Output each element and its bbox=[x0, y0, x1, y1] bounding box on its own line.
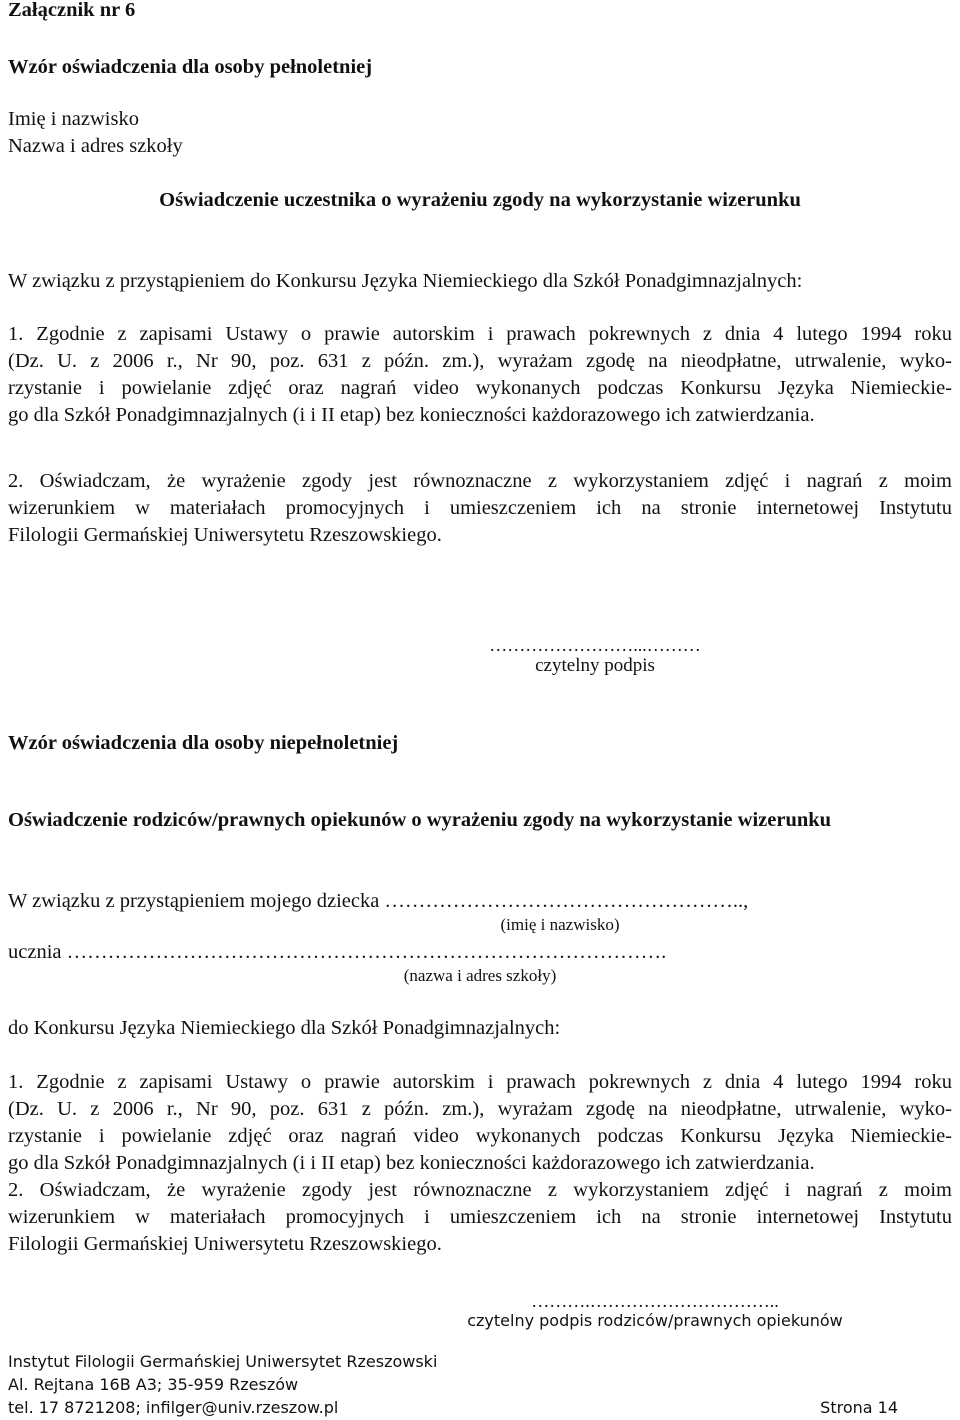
adult-point-2-line: wizerunkiem w materiałach promocyjnych i umieszczeniem ich na stronie internetowej Instytutu bbox=[8, 497, 952, 519]
minor-point-1-line: (Dz. U. z 2006 r., Nr 90, poz. 631 z późn. zm.), wyrażam zgodę na nieodpłatne, utrwalenie, wyko- bbox=[8, 1098, 952, 1120]
pupil-line: ucznia ……………………………………………………………………………. bbox=[8, 941, 667, 963]
page-number: Strona 14 bbox=[820, 1398, 898, 1417]
minor-point-2 bbox=[8, 1177, 952, 1258]
adult-statement-title: Oświadczenie uczestnika o wyrażeniu zgody na wykorzystanie wizerunku bbox=[159, 189, 801, 211]
minor-point-1-line: 1. Zgodnie z zapisami Ustawy o prawie autorskim i prawach pokrewnych z dnia 4 lutego 1994 roku bbox=[8, 1071, 952, 1093]
adult-intro: W związku z przystąpieniem do Konkursu Języka Niemieckiego dla Szkół Ponadgimnazjalnych: bbox=[8, 270, 803, 292]
footer-contact: tel. 17 8721208; infilger@univ.rzeszow.pl bbox=[8, 1398, 339, 1417]
minor-signature-label: czytelny podpis rodziców/prawnych opiekunów bbox=[467, 1311, 843, 1330]
child-line: W związku z przystąpieniem mojego dziecka …………………………………………….., bbox=[8, 890, 749, 912]
minor-point-1-line: go dla Szkół Ponadgimnazjalnych (i i II etap) bez konieczności każdorazowego ich zatwierdzania. bbox=[8, 1152, 815, 1174]
adult-point-1-line: go dla Szkół Ponadgimnazjalnych (i i II etap) bez konieczności każdorazowego ich zatwierdzania. bbox=[8, 404, 815, 426]
adult-point-2-line: 2. Oświadczam, że wyrażenie zgody jest równoznaczne z wykorzystaniem zdjęć i nagrań z moim bbox=[8, 470, 952, 492]
minor-statement-title: Oświadczenie rodziców/prawnych opiekunów o wyrażeniu zgody na wykorzystanie wizerunku bbox=[8, 809, 832, 831]
adult-point-1 bbox=[8, 321, 952, 429]
adult-point-2-line: Filologii Germańskiej Uniwersytetu Rzeszowskiego. bbox=[8, 524, 442, 546]
name-label: Imię i nazwisko bbox=[8, 108, 139, 130]
annex-title: Załącznik nr 6 bbox=[8, 0, 136, 21]
contest-line: do Konkursu Języka Niemieckiego dla Szkół Ponadgimnazjalnych: bbox=[8, 1017, 561, 1039]
minor-heading: Wzór oświadczenia dla osoby niepełnoletniej bbox=[8, 732, 399, 754]
adult-point-1-line: rzystanie i powielanie zdjęć oraz nagrań video wykonanych podczas Konkursu Języka Niemieckie- bbox=[8, 377, 952, 399]
adult-signature-line: ……………………...……… bbox=[489, 635, 701, 655]
minor-point-1-line: rzystanie i powielanie zdjęć oraz nagrań video wykonanych podczas Konkursu Języka Niemieckie- bbox=[8, 1125, 952, 1147]
adult-signature-label: czytelny podpis bbox=[535, 655, 655, 676]
adult-point-1-line: 1. Zgodnie z zapisami Ustawy o prawie autorskim i prawach pokrewnych z dnia 4 lutego 1994 roku bbox=[8, 323, 952, 345]
adult-heading: Wzór oświadczenia dla osoby pełnoletniej bbox=[8, 56, 373, 78]
footer-address: Al. Rejtana 16B A3; 35-959 Rzeszów bbox=[8, 1375, 299, 1394]
pupil-caption: (nazwa i adres szkoły) bbox=[403, 966, 557, 985]
minor-point-2-line: wizerunkiem w materiałach promocyjnych i umieszczeniem ich na stronie internetowej Instytutu bbox=[8, 1206, 952, 1228]
school-label: Nazwa i adres szkoły bbox=[8, 135, 183, 157]
adult-point-1-line: (Dz. U. z 2006 r., Nr 90, poz. 631 z późn. zm.), wyrażam zgodę na nieodpłatne, utrwalenie, wyko- bbox=[8, 350, 952, 372]
adult-point-2 bbox=[8, 468, 952, 549]
child-caption: (imię i nazwisko) bbox=[500, 915, 620, 934]
minor-point-1 bbox=[8, 1069, 952, 1177]
minor-signature-line: ……….………………………….. bbox=[531, 1291, 779, 1311]
minor-point-2-line: Filologii Germańskiej Uniwersytetu Rzeszowskiego. bbox=[8, 1233, 442, 1255]
minor-point-2-line: 2. Oświadczam, że wyrażenie zgody jest równoznaczne z wykorzystaniem zdjęć i nagrań z moim bbox=[8, 1179, 952, 1201]
footer-institute: Instytut Filologii Germańskiej Uniwersytet Rzeszowski bbox=[8, 1352, 438, 1371]
